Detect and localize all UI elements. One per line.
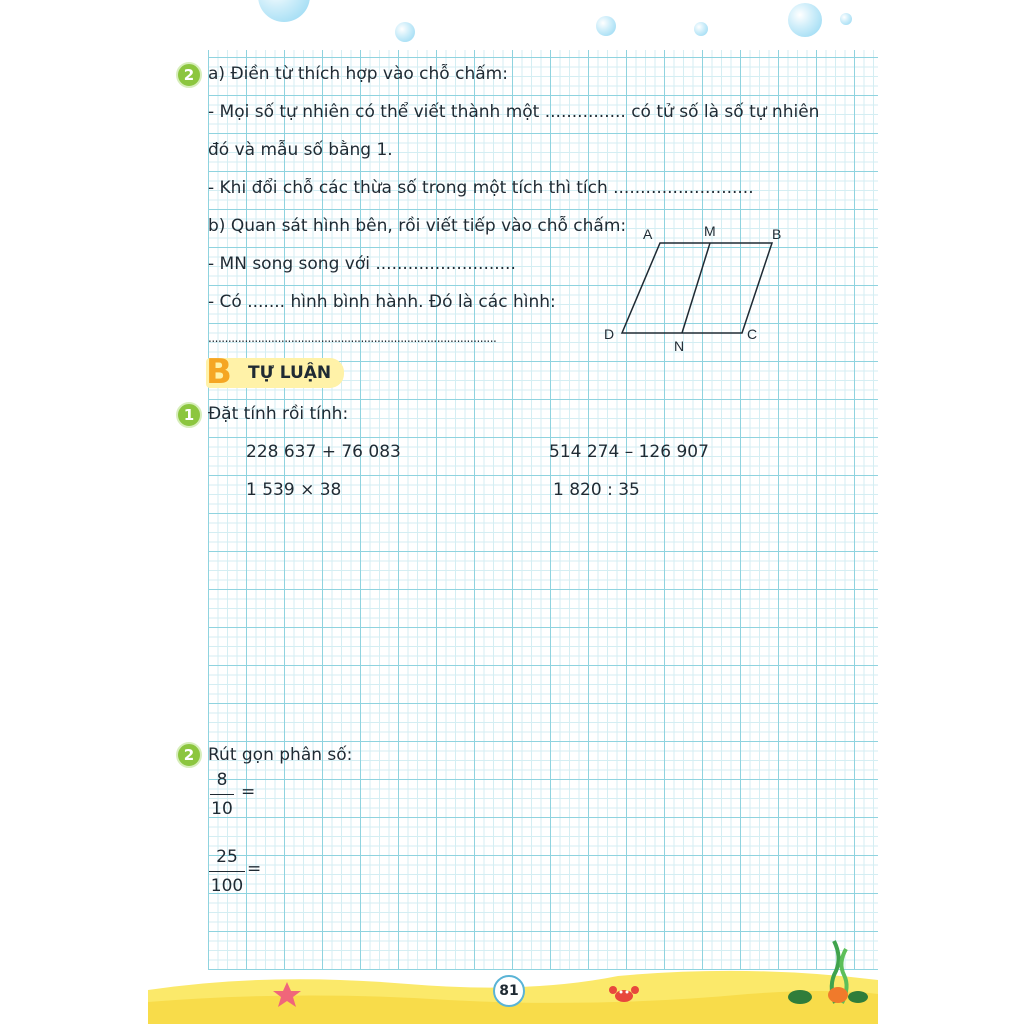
section-title: TỰ LUẬN — [248, 363, 332, 383]
parallelogram-abcd — [622, 243, 772, 333]
equals-sign: = — [247, 859, 262, 879]
exercise-prompt: Đặt tính rồi tính: — [208, 404, 349, 424]
label-m: M — [704, 223, 716, 239]
fraction-bar — [209, 871, 245, 872]
bubble-decoration — [840, 13, 852, 25]
label-b: B — [772, 226, 782, 242]
fraction-denominator: 100 — [210, 876, 244, 896]
exercise-a-heading: a) Điền từ thích hợp vào chỗ chấm: — [208, 64, 508, 84]
bubble-decoration — [596, 16, 616, 36]
fill-in-line-continued: đó và mẫu số bằng 1. — [208, 140, 393, 160]
label-d: D — [604, 326, 615, 342]
fill-in-line[interactable]: - MN song song với .......................... — [208, 254, 516, 274]
fraction-bar — [210, 794, 234, 795]
answer-dotted-line[interactable]: ....................................................................................... — [208, 331, 497, 345]
seaweed-icon — [780, 935, 870, 1005]
bubble-decoration — [788, 3, 822, 37]
calculation: 1 539 × 38 — [246, 480, 342, 500]
fill-in-line[interactable]: - Khi đổi chỗ các thừa số trong một tích thì tích .......................... — [208, 178, 754, 198]
label-c: C — [747, 326, 758, 342]
calculation: 1 820 : 35 — [553, 480, 640, 500]
crab-icon — [608, 982, 640, 1006]
exercise-prompt: Rút gọn phân số: — [208, 745, 353, 765]
page-number: 81 — [493, 975, 525, 1007]
starfish-icon — [270, 980, 304, 1010]
bubble-decoration — [395, 22, 415, 42]
fraction-numerator: 8 — [216, 770, 228, 790]
fraction — [210, 770, 234, 819]
exercise-number-badge: 2 — [176, 742, 202, 768]
fill-in-line[interactable]: - Mọi số tự nhiên có thể viết thành một ............... có tử số là số tự nhiên — [208, 102, 820, 122]
bubble-decoration — [694, 22, 708, 36]
fraction-numerator: 25 — [216, 847, 238, 867]
fill-in-line[interactable]: - Có ....... hình bình hành. Đó là các hình: — [208, 292, 556, 312]
label-a: A — [643, 226, 653, 242]
fraction-denominator: 10 — [211, 799, 233, 819]
segment-mn — [682, 243, 710, 333]
equals-sign: = — [241, 782, 256, 802]
exercise-number-badge: 1 — [176, 402, 202, 428]
label-n: N — [674, 338, 685, 354]
calculation: 228 637 + 76 083 — [246, 442, 401, 462]
parallelogram-figure — [596, 220, 796, 360]
fraction — [209, 847, 245, 896]
exercise-b-heading: b) Quan sát hình bên, rồi viết tiếp vào chỗ chấm: — [208, 216, 627, 236]
calculation: 514 274 – 126 907 — [549, 442, 709, 462]
exercise-number-badge: 2 — [176, 62, 202, 88]
section-letter: B — [206, 352, 232, 392]
